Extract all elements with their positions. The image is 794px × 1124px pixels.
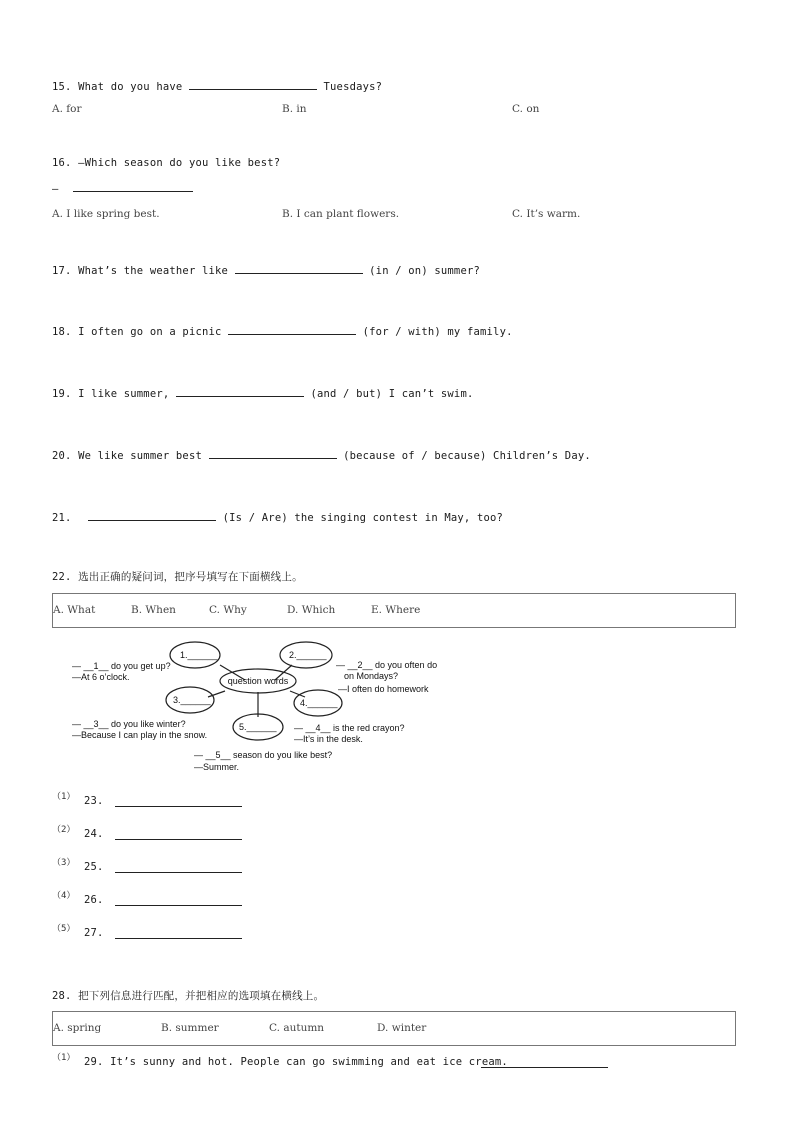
- diagram-q2-line2: on Mondays?: [344, 671, 399, 681]
- sub-25-number: 25.: [84, 861, 104, 873]
- q29-tag: （1）: [52, 1053, 76, 1063]
- q18-text-b: (for / with) my family.: [362, 326, 513, 338]
- q19-text-b: (and / but) I can’t swim.: [310, 388, 474, 400]
- q18-text-a: 18. I often go on a picnic: [52, 326, 222, 338]
- q22-option-d[interactable]: D. Which: [287, 604, 336, 616]
- q16-option-c[interactable]: C. It’s warm.: [512, 208, 581, 220]
- question-15: [52, 78, 382, 93]
- q22-options-box: [52, 593, 736, 628]
- q15-text-a: 15. What do you have: [52, 81, 183, 93]
- q28-option-c[interactable]: C. autumn: [269, 1022, 325, 1034]
- q20-text-b: (because of / because) Children’s Day.: [343, 450, 591, 462]
- diagram-q1-line2: —At 6 o’clock.: [72, 672, 130, 682]
- q19-text-a: 19. I like summer,: [52, 388, 170, 400]
- q22-option-e[interactable]: E. Where: [371, 604, 421, 616]
- q18-blank[interactable]: [228, 323, 356, 335]
- question-19: [52, 385, 474, 400]
- diagram-q4-line1: — __4__ is the red crayon?: [294, 723, 405, 733]
- q19-blank[interactable]: [176, 385, 304, 397]
- sub-26-tag: （4）: [52, 891, 76, 901]
- node-3-label: 3.______: [173, 695, 211, 705]
- sub-27-number: 27.: [84, 927, 104, 939]
- q15-option-a[interactable]: A. for: [52, 103, 82, 115]
- sub-23-answer-line[interactable]: [115, 805, 242, 807]
- node-5-label: 5.______: [239, 722, 277, 732]
- node-2-label: 2.______: [289, 650, 327, 660]
- q16-dash: —: [52, 183, 59, 195]
- node-4-label: 4.______: [300, 698, 338, 708]
- q22-option-c[interactable]: C. Why: [209, 604, 247, 616]
- q21-text-b: (Is / Are) the singing contest in May, too?: [222, 512, 504, 524]
- question-words-diagram: [60, 635, 450, 777]
- sub-23-number: 23.: [84, 795, 104, 807]
- q15-text-b: Tuesdays?: [323, 81, 383, 93]
- diagram-q1-line1: — __1__ do you get up?: [72, 661, 171, 671]
- q17-blank[interactable]: [235, 262, 363, 274]
- q16-option-a[interactable]: A. I like spring best.: [52, 208, 160, 220]
- question-18: [52, 323, 513, 338]
- q22-option-a[interactable]: A. What: [53, 604, 96, 616]
- q21-text-a: 21.: [52, 512, 72, 524]
- q28-option-d[interactable]: D. winter: [377, 1022, 427, 1034]
- sub-24-number: 24.: [84, 828, 104, 840]
- sub-26-number: 26.: [84, 894, 104, 906]
- q16-blank[interactable]: [73, 180, 193, 192]
- q16-text: 16. —Which season do you like best?: [52, 157, 281, 169]
- question-21: [52, 509, 503, 524]
- diagram-q5-line2: —Summer.: [194, 762, 240, 772]
- q20-blank[interactable]: [209, 447, 337, 459]
- q20-text-a: 20. We like summer best: [52, 450, 202, 462]
- question-20: [52, 447, 591, 462]
- node-1-label: 1.______: [180, 650, 218, 660]
- q15-option-b[interactable]: B. in: [282, 103, 307, 115]
- sub-27-answer-line[interactable]: [115, 937, 242, 939]
- q22-title: 22. 选出正确的疑问词，把序号填写在下面横线上。: [52, 571, 303, 583]
- q17-text-a: 17. What’s the weather like: [52, 265, 229, 277]
- center-label: question words: [227, 676, 289, 686]
- diagram-q2-line1: — __2__ do you often do: [336, 660, 438, 670]
- q29-answer-line[interactable]: [481, 1066, 608, 1068]
- q21-blank[interactable]: [88, 509, 216, 521]
- q28-title: 28. 把下列信息进行匹配，并把相应的选项填在横线上。: [52, 990, 325, 1002]
- q28-options-box: [52, 1011, 736, 1046]
- q22-option-b[interactable]: B. When: [131, 604, 176, 616]
- q28-option-a[interactable]: A. spring: [53, 1022, 102, 1034]
- sub-26-answer-line[interactable]: [115, 904, 242, 906]
- sub-24-tag: （2）: [52, 825, 76, 835]
- diagram-q3-line2: —Because I can play in the snow.: [72, 730, 208, 740]
- q16-option-b[interactable]: B. I can plant flowers.: [282, 208, 400, 220]
- diagram-q3-line1: — __3__ do you like winter?: [72, 719, 186, 729]
- sub-25-answer-line[interactable]: [115, 871, 242, 873]
- diagram-q5-line1: — __5__ season do you like best?: [194, 750, 333, 760]
- sub-23-tag: （1）: [52, 792, 76, 802]
- diagram-q4-line2: —It’s in the desk.: [294, 734, 363, 744]
- sub-25-tag: （3）: [52, 858, 76, 868]
- q28-option-b[interactable]: B. summer: [161, 1022, 219, 1034]
- question-17: [52, 262, 480, 277]
- sub-24-answer-line[interactable]: [115, 838, 242, 840]
- q29-text: 29. It’s sunny and hot. People can go swimming and eat ice cream.: [84, 1056, 508, 1068]
- q16-answer-row: [52, 180, 193, 195]
- sub-27-tag: （5）: [52, 924, 76, 934]
- q17-text-b: (in / on) summer?: [369, 265, 481, 277]
- diagram-q2-line3: —I often do homework: [338, 684, 429, 694]
- q15-blank[interactable]: [189, 78, 317, 90]
- q15-option-c[interactable]: C. on: [512, 103, 540, 115]
